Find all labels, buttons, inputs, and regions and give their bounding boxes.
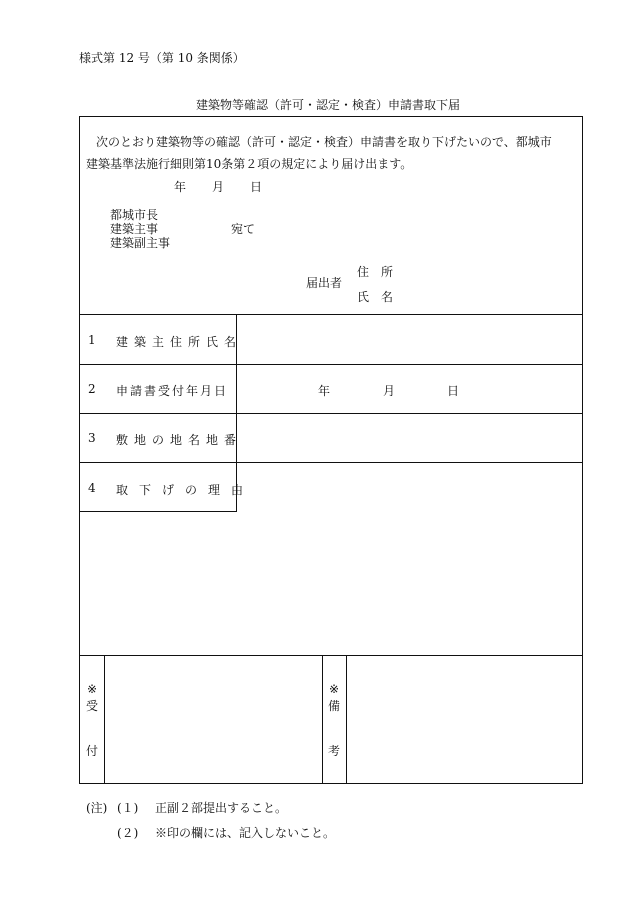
receipt-date-year: 年 [318,384,331,398]
address-label: 住 所 [357,265,394,279]
receipt-date-month: 月 [383,384,396,398]
form-title: 建築物等確認（許可・認定・検査）申請書取下届 [196,98,461,112]
frame-left [79,116,80,784]
remarks-char-2: 考 [327,744,340,758]
date-year: 年 [174,180,187,194]
row-divider-2 [79,364,583,365]
reception-char-1: 受 [85,699,98,713]
row-divider-3 [79,413,583,414]
frame-top [79,116,583,117]
row-4-label: 取下げの理由 [116,483,255,497]
note-2-number: (２) [117,826,139,840]
row-4-number: 4 [88,481,96,495]
body-line-2: 建築基準法施行細則第10条第２項の規定により届け出ます。 [86,157,413,171]
addressee-building-official: 建築主事 [110,222,159,236]
note-2-text: ※印の欄には、記入しないこと。 [155,826,336,840]
reception-char-2: 付 [85,744,98,758]
row-divider-4 [79,462,583,463]
date-month: 月 [212,180,225,194]
receipt-date-day: 日 [447,384,460,398]
remarks-char-1: 備 [327,699,340,713]
reception-remarks-divider [322,655,323,784]
reception-divider [79,655,583,656]
note-1-number: (１) [117,801,139,815]
reception-mark-divider [104,655,105,784]
addressee-deputy-building-official: 建築副主事 [110,236,171,250]
frame-right [582,116,583,784]
date-day: 日 [250,180,263,194]
row-1-number: 1 [88,333,96,347]
row-1-label: 建築主住所氏名 [116,335,243,349]
remarks-mark-divider [346,655,347,784]
addressee-suffix: 宛て [231,222,256,236]
frame-bottom [79,783,583,784]
notes-prefix: (注) [86,801,108,815]
row-3-number: 3 [88,431,96,445]
remarks-mark: ※ [328,682,340,696]
row-2-number: 2 [88,382,96,396]
reception-mark: ※ [86,682,98,696]
name-label: 氏 名 [357,290,394,304]
addressee-mayor: 都城市長 [110,208,159,222]
row-3-label: 敷地の地名地番 [116,433,243,447]
notifier-label: 届出者 [306,276,343,290]
form-number: 様式第 12 号（第 10 条関係） [79,51,245,65]
row-2-label: 申請書受付年月日 [116,384,229,398]
label-cell-bottom [79,511,236,512]
body-line-1: 次のとおり建築物等の確認（許可・認定・検査）申請書を取り下げたいので、都城市 [96,135,552,149]
note-1-text: 正副２部提出すること。 [155,801,288,815]
row-divider-1 [79,314,583,315]
